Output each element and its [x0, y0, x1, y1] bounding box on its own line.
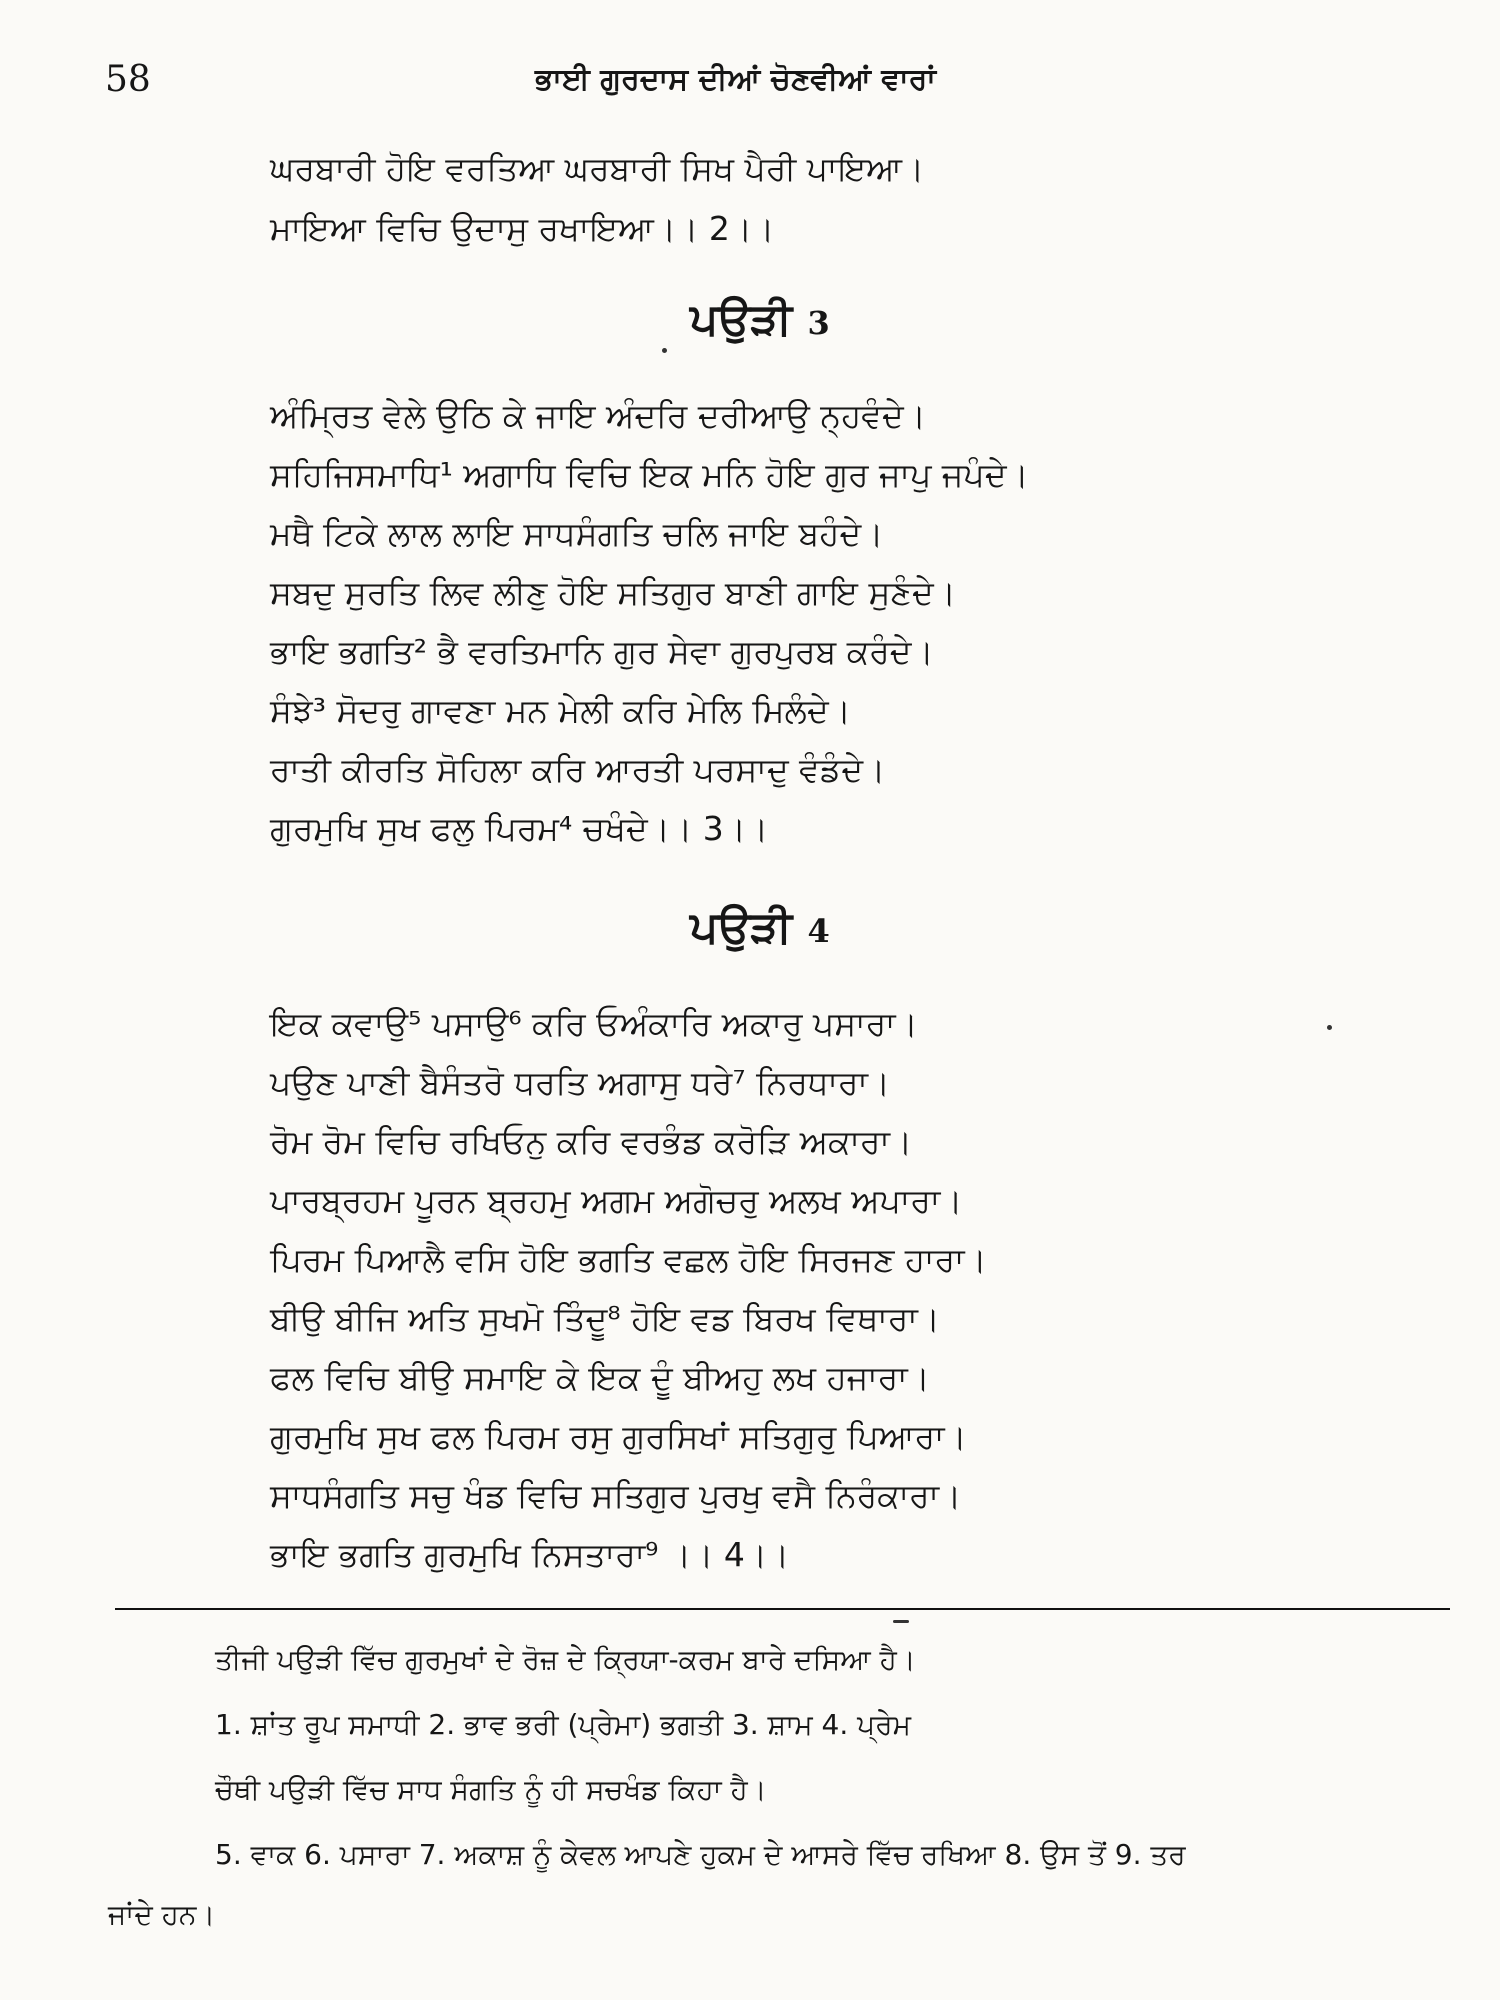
pauri-4-line-2: ਪਉਣ ਪਾਣੀ ਬੈਸੰਤਰੋ ਧਰਤਿ ਅਗਾਸੁ ਧਰੇ⁷ ਨਿਰਧਾਰਾ।	[270, 1063, 891, 1102]
pauri-4-heading	[690, 900, 830, 959]
pauri-3-line-3: ਮਥੈ ਟਿਕੇ ਲਾਲ ਲਾਇ ਸਾਧਸੰਗਤਿ ਚਲਿ ਜਾਇ ਬਹੰਦੇ।	[270, 514, 884, 553]
footnote-5-9-continued: ਜਾਂਦੇ ਹਨ।	[108, 1898, 216, 1931]
pauri-4-title: ਪਉੜੀ	[690, 902, 793, 953]
footnote-rule	[115, 1608, 1450, 1610]
top-line-2: ਮਾਇਆ ਵਿਚਿ ਉਦਾਸੁ ਰਖਾਇਆ।। 2।।	[270, 209, 775, 248]
pauri-3-title: ਪਉੜੀ	[690, 294, 793, 345]
top-line-1: ਘਰਬਾਰੀ ਹੋਇ ਵਰਤਿਆ ਘਰਬਾਰੀ ਸਿਖ ਪੈਰੀ ਪਾਇਆ।	[270, 149, 925, 188]
pauri-4-line-5: ਪਿਰਮ ਪਿਆਲੈ ਵਸਿ ਹੋਇ ਭਗਤਿ ਵਛਲ ਹੋਇ ਸਿਰਜਣ ਹਾਰਾ।	[270, 1240, 987, 1279]
pauri-3-heading	[690, 292, 830, 351]
pauri-3-line-8: ਗੁਰਮੁਖਿ ਸੁਖ ਫਲੁ ਪਿਰਮ⁴ ਚਖੰਦੇ।। 3।।	[270, 809, 769, 848]
pauri-4-line-3: ਰੋਮ ਰੋਮ ਵਿਚਿ ਰਖਿਓਨੁ ਕਰਿ ਵਰਭੰਡ ਕਰੋੜਿ ਅਕਾਰਾ।	[270, 1122, 913, 1161]
footnote-1-4: 1. ਸ਼ਾਂਤ ਰੂਪ ਸਮਾਧੀ 2. ਭਾਵ ਭਰੀ (ਪ੍ਰੇਮਾ) ਭਗਤੀ 3. ਸ਼ਾਮ 4. ਪ੍ਰੇਮ	[215, 1708, 912, 1741]
pauri-4-line-4: ਪਾਰਬ੍ਰਹਮ ਪੂਰਨ ਬ੍ਰਹਮੁ ਅਗਮ ਅਗੋਚਰੁ ਅਲਖ ਅਪਾਰਾ।	[270, 1181, 963, 1220]
pauri-3-line-2: ਸਹਿਜਿਸਮਾਧਿ¹ ਅਗਾਧਿ ਵਿਚਿ ਇਕ ਮਨਿ ਹੋਇ ਗੁਰ ਜਾਪੁ ਜਪੰਦੇ।	[270, 455, 1029, 494]
pauri-4-number: 4	[807, 912, 830, 950]
footnote-intro-4: ਚੌਥੀ ਪਉੜੀ ਵਿੱਚ ਸਾਧ ਸੰਗਤਿ ਨੂੰ ਹੀ ਸਚਖੰਡ ਕਿਹਾ ਹੈ।	[215, 1773, 767, 1806]
pauri-4-line-6: ਬੀਉ ਬੀਜਿ ਅਤਿ ਸੁਖਮੋ ਤਿੰਦੂ⁸ ਹੋਇ ਵਡ ਬਿਰਖ ਵਿਥਾਰਾ।	[270, 1299, 940, 1338]
pauri-3-line-7: ਰਾਤੀ ਕੀਰਤਿ ਸੋਹਿਲਾ ਕਰਿ ਆਰਤੀ ਪਰਸਾਦੁ ਵੰਡੰਦੇ।	[270, 750, 886, 789]
pauri-4-line-10: ਭਾਇ ਭਗਤਿ ਗੁਰਮੁਖਿ ਨਿਸਤਾਰਾ⁹ ।। 4।।	[270, 1535, 790, 1574]
pauri-3-line-4: ਸਬਦੁ ਸੁਰਤਿ ਲਿਵ ਲੀਣੁ ਹੋਇ ਸਤਿਗੁਰ ਬਾਣੀ ਗਾਇ ਸੁਣੰਦੇ।	[270, 573, 957, 612]
running-head: ਭਾਈ ਗੁਰਦਾਸ ਦੀਆਂ ਚੋਣਵੀਆਂ ਵਾਰਾਂ	[535, 62, 936, 97]
pauri-4-line-1: ਇਕ ਕਵਾਉ⁵ ਪਸਾਉ⁶ ਕਰਿ ਓਅੰਕਾਰਿ ਅਕਾਰੁ ਪਸਾਰਾ।	[270, 1004, 918, 1043]
pauri-3-line-1: ਅੰਮ੍ਰਿਤ ਵੇਲੇ ਉਠਿ ਕੇ ਜਾਇ ਅੰਦਰਿ ਦਰੀਆਉ ਨ੍ਹਵੰਦੇ।	[270, 396, 926, 435]
pauri-4-line-9: ਸਾਧਸੰਗਤਿ ਸਚੁ ਖੰਡ ਵਿਚਿ ਸਤਿਗੁਰ ਪੁਰਖੁ ਵਸੈ ਨਿਰੰਕਾਰਾ।	[270, 1476, 962, 1515]
footnote-5-9: 5. ਵਾਕ 6. ਪਸਾਰਾ 7. ਅਕਾਸ਼ ਨੂੰ ਕੇਵਲ ਆਪਣੇ ਹੁਕਮ ਦੇ ਆਸਰੇ ਵਿੱਚ ਰਖਿਆ 8. ਉਸ ਤੋਂ 9. ਤਰ	[215, 1838, 1186, 1871]
pauri-4-line-8: ਗੁਰਮੁਖਿ ਸੁਖ ਫਲ ਪਿਰਮ ਰਸੁ ਗੁਰਸਿਖਾਂ ਸਤਿਗੁਰੁ ਪਿਆਰਾ।	[270, 1417, 967, 1456]
print-speck	[1327, 1025, 1332, 1030]
pauri-4-line-7: ਫਲ ਵਿਚਿ ਬੀਉ ਸਮਾਇ ਕੇ ਇਕ ਦੂੰ ਬੀਅਹੁ ਲਖ ਹਜਾਰਾ।	[270, 1358, 930, 1397]
pauri-3-number: 3	[807, 304, 830, 342]
page-number: 58	[105, 59, 151, 100]
print-speck	[662, 348, 667, 353]
footnote-intro-3: ਤੀਜੀ ਪਉੜੀ ਵਿੱਚ ਗੁਰਮੁਖਾਂ ਦੇ ਰੋਜ਼ ਦੇ ਕ੍ਰਿਯਾ-ਕਰਮ ਬਾਰੇ ਦਸਿਆ ਹੈ।	[215, 1643, 916, 1676]
print-speck	[893, 1620, 909, 1623]
pauri-3-line-5: ਭਾਇ ਭਗਤਿ² ਭੈ ਵਰਤਿਮਾਨਿ ਗੁਰ ਸੇਵਾ ਗੁਰਪੁਰਬ ਕਰੰਦੇ।	[270, 632, 934, 671]
pauri-3-line-6: ਸੰਝੇ³ ਸੋਦਰੁ ਗਾਵਣਾ ਮਨ ਮੇਲੀ ਕਰਿ ਮੇਲਿ ਮਿਲੰਦੇ।	[270, 691, 851, 730]
